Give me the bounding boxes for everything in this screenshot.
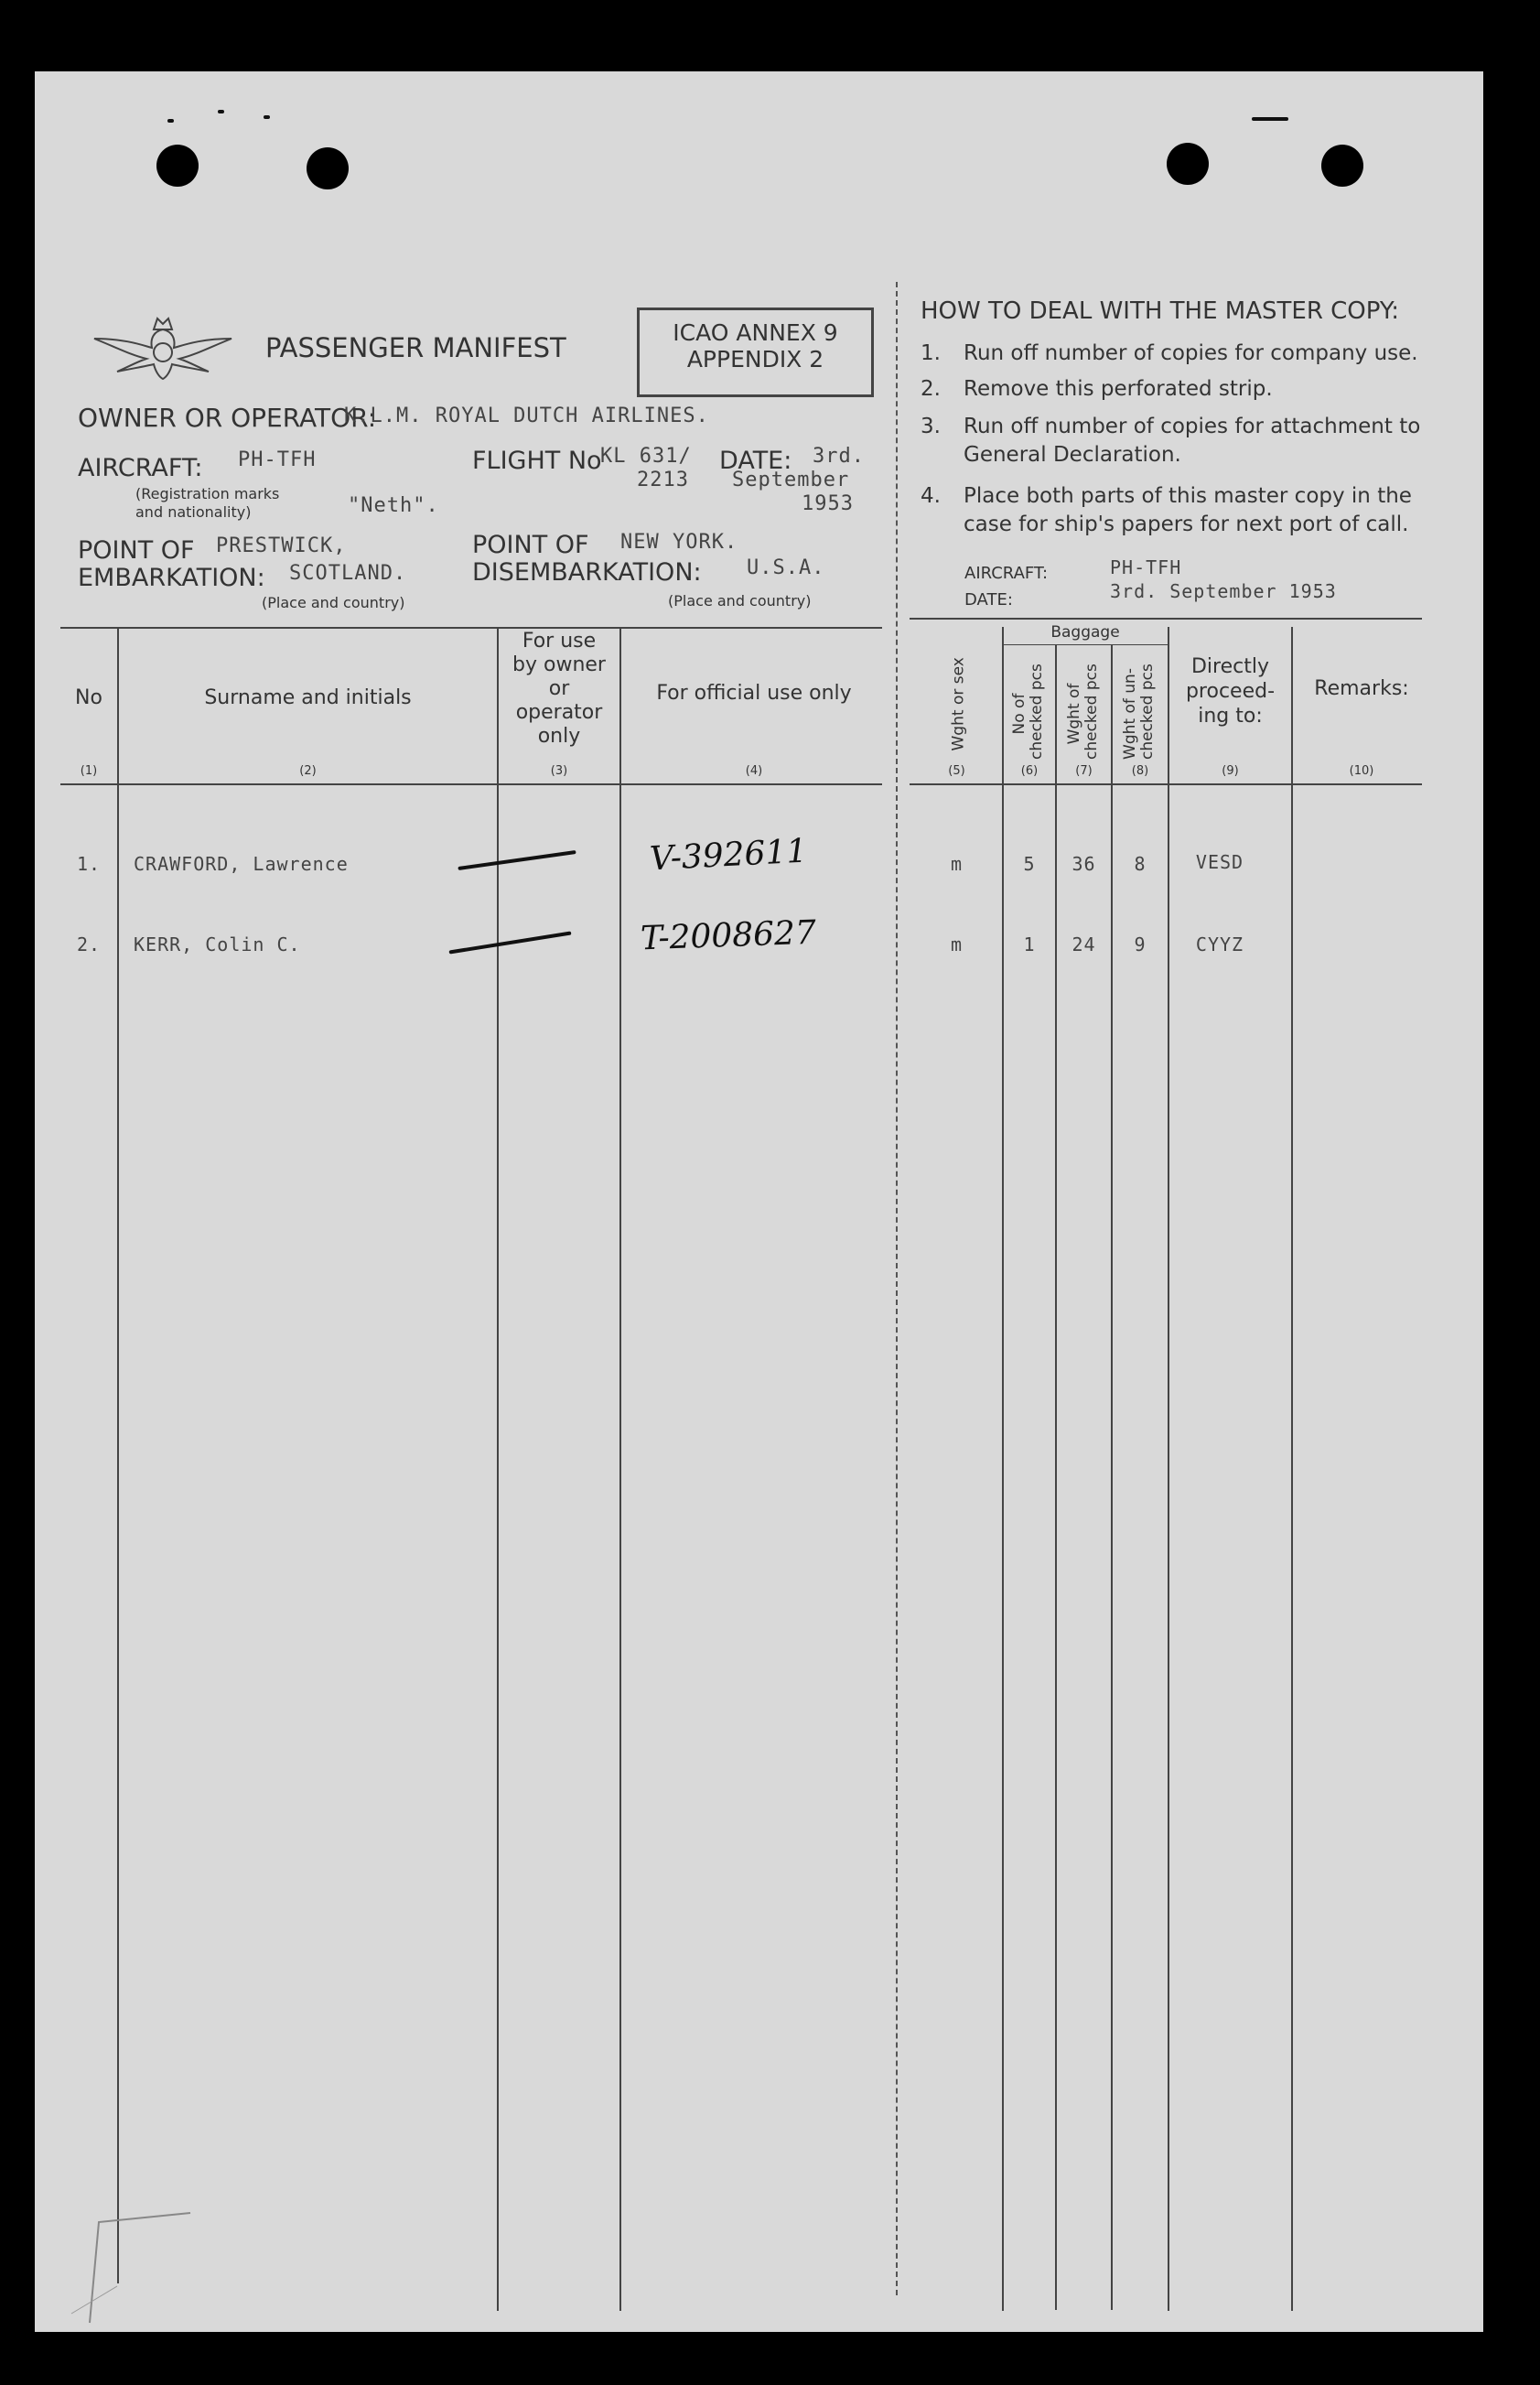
date-value-1: 3rd. bbox=[813, 445, 865, 468]
disembark-value-1: NEW YORK. bbox=[620, 531, 738, 554]
icao-line-2: APPENDIX 2 bbox=[686, 346, 824, 372]
speck bbox=[218, 110, 224, 113]
flight-value-2: 2213 bbox=[637, 469, 689, 491]
speck bbox=[1252, 117, 1288, 121]
col-header-unchecked-wt bbox=[1121, 664, 1157, 760]
speck bbox=[264, 115, 270, 119]
paper-fold bbox=[35, 2204, 401, 2332]
col-number: (3) bbox=[550, 764, 568, 778]
header-line: checked pcs bbox=[1082, 664, 1101, 760]
step-number: 2. bbox=[921, 377, 941, 401]
step-text: case for ship's papers for next port of call. bbox=[964, 513, 1409, 536]
official-number: V-392611 bbox=[649, 832, 809, 879]
icao-box bbox=[637, 308, 874, 397]
checked-weight: 24 bbox=[1072, 933, 1096, 955]
col-divider-7 bbox=[1111, 644, 1113, 2310]
col-header-weight-sex: Wght or sex bbox=[949, 657, 968, 751]
embark-label-1: POINT OF bbox=[78, 536, 195, 565]
aircraft-label: AIRCRAFT: bbox=[78, 454, 203, 482]
master-aircraft-value: PH-TFH bbox=[1110, 556, 1182, 578]
klm-crown-wings-logo bbox=[90, 311, 236, 394]
master-step-4 bbox=[921, 482, 1470, 539]
header-line: No of bbox=[1010, 693, 1028, 735]
step-number: 3. bbox=[921, 415, 941, 438]
aircraft-value: PH-TFH bbox=[238, 448, 317, 471]
punch-hole-left-2 bbox=[307, 147, 349, 189]
aircraft-nationality: "Neth". bbox=[348, 494, 439, 517]
col-number: (5) bbox=[948, 764, 965, 778]
embark-value-1: PRESTWICK, bbox=[216, 534, 347, 557]
master-date-value: 3rd. September 1953 bbox=[1110, 580, 1337, 602]
col-divider-1 bbox=[117, 627, 119, 2283]
icao-line-1: ICAO ANNEX 9 bbox=[673, 319, 838, 346]
date-label: DATE: bbox=[719, 447, 792, 475]
step-text: Run off number of copies for attachment to bbox=[964, 415, 1421, 438]
form-title: PASSENGER MANIFEST bbox=[265, 332, 566, 363]
perforation-line bbox=[896, 282, 898, 2295]
passenger-name: CRAWFORD, Lawrence bbox=[134, 853, 349, 875]
header-line: proceed- bbox=[1185, 680, 1276, 703]
owner-value: K.L.M. ROYAL DUTCH AIRLINES. bbox=[344, 405, 709, 427]
col-divider-2 bbox=[497, 627, 499, 2311]
col-number: (8) bbox=[1131, 764, 1149, 778]
checked-pcs: 5 bbox=[1023, 853, 1036, 875]
master-date-label: DATE: bbox=[964, 590, 1013, 610]
date-value-2: September bbox=[732, 469, 850, 491]
disembark-label-2: DISEMBARKATION: bbox=[472, 558, 702, 587]
checked-weight: 36 bbox=[1072, 853, 1096, 875]
embark-value-2: SCOTLAND. bbox=[289, 562, 407, 585]
step-number: 4. bbox=[921, 484, 941, 508]
col-header-baggage: Baggage bbox=[1050, 623, 1120, 642]
master-step-3 bbox=[921, 413, 1470, 482]
step-text: Place both parts of this master copy in the bbox=[964, 484, 1412, 508]
disembark-note: (Place and country) bbox=[668, 592, 812, 610]
checked-pcs: 1 bbox=[1023, 933, 1036, 955]
table-top-rule-left bbox=[60, 627, 882, 629]
punch-hole-right-2 bbox=[1321, 145, 1363, 187]
embark-label-2: EMBARKATION: bbox=[78, 564, 265, 592]
aircraft-note-1: (Registration marks bbox=[135, 485, 280, 502]
col-header-official: For official use only bbox=[656, 682, 852, 705]
master-aircraft-label: AIRCRAFT: bbox=[964, 564, 1049, 583]
flight-label: FLIGHT No bbox=[472, 447, 602, 475]
header-line: by owner bbox=[512, 653, 606, 676]
master-step-1 bbox=[921, 340, 1470, 375]
punch-hole-right-1 bbox=[1167, 143, 1209, 185]
header-line: checked pcs bbox=[1028, 664, 1046, 760]
official-number: T-2008627 bbox=[640, 913, 817, 958]
flight-value-1: KL 631/ bbox=[600, 445, 692, 468]
step-text: Run off number of copies for company use. bbox=[964, 341, 1418, 365]
header-line: only bbox=[537, 725, 581, 748]
table-header-rule-right bbox=[910, 783, 1422, 785]
master-copy-steps bbox=[921, 340, 1470, 539]
col-header-no: No bbox=[75, 686, 102, 709]
owner-use-dash bbox=[458, 850, 576, 870]
col-divider-6 bbox=[1055, 644, 1057, 2310]
unchecked-weight: 9 bbox=[1134, 933, 1147, 955]
col-number: (9) bbox=[1222, 764, 1239, 778]
manifest-sheet bbox=[35, 71, 1483, 2332]
destination: VESD bbox=[1195, 851, 1244, 873]
table-top-rule-right bbox=[910, 618, 1422, 620]
destination: CYYZ bbox=[1195, 933, 1244, 955]
aircraft-note-2: and nationality) bbox=[135, 503, 252, 521]
col-divider-9 bbox=[1291, 627, 1293, 2311]
step-text-block bbox=[964, 413, 1420, 482]
col-header-checked-pcs bbox=[1010, 664, 1046, 760]
master-copy-heading: HOW TO DEAL WITH THE MASTER COPY: bbox=[921, 297, 1400, 325]
owner-label: OWNER OR OPERATOR: bbox=[78, 403, 377, 433]
header-line: or bbox=[548, 677, 570, 700]
header-line: Directly bbox=[1190, 655, 1269, 678]
row-number: 2. bbox=[76, 933, 102, 955]
col-number: (6) bbox=[1020, 764, 1039, 778]
col-number: (10) bbox=[1349, 764, 1374, 778]
col-number: (2) bbox=[299, 764, 317, 778]
col-header-surname: Surname and initials bbox=[204, 686, 412, 709]
header-line: operator bbox=[515, 701, 603, 724]
header-line: checked pcs bbox=[1138, 664, 1157, 760]
row-number: 1. bbox=[76, 853, 102, 875]
col-header-owner-use bbox=[499, 630, 619, 749]
unchecked-weight: 8 bbox=[1134, 853, 1147, 875]
col-number: (1) bbox=[80, 764, 98, 778]
sex: m bbox=[950, 853, 964, 875]
header-line: Wght of un- bbox=[1121, 668, 1139, 760]
owner-use-dash bbox=[449, 931, 572, 954]
master-step-2 bbox=[921, 375, 1470, 413]
punch-hole-left-1 bbox=[156, 145, 199, 187]
embark-note: (Place and country) bbox=[262, 594, 405, 611]
col-header-checked-wt bbox=[1065, 664, 1101, 760]
col-divider-5 bbox=[1002, 627, 1004, 2311]
sex: m bbox=[950, 933, 964, 955]
baggage-rule bbox=[1003, 644, 1168, 645]
disembark-label-1: POINT OF bbox=[472, 531, 589, 559]
table-header-rule-left bbox=[60, 783, 882, 785]
step-text: General Declaration. bbox=[964, 443, 1181, 467]
col-number: (4) bbox=[745, 764, 763, 778]
header-line: For use bbox=[522, 630, 597, 653]
step-text-block bbox=[964, 482, 1412, 539]
step-text: Remove this perforated strip. bbox=[964, 377, 1273, 401]
col-header-remarks: Remarks: bbox=[1314, 677, 1409, 700]
disembark-value-2: U.S.A. bbox=[747, 556, 825, 579]
col-number: (7) bbox=[1075, 764, 1093, 778]
step-number: 1. bbox=[921, 341, 941, 365]
col-divider-3 bbox=[619, 627, 621, 2311]
col-divider-8 bbox=[1168, 627, 1169, 2311]
header-line: ing to: bbox=[1198, 705, 1263, 728]
passenger-name: KERR, Colin C. bbox=[134, 933, 301, 955]
header-line: Wght of bbox=[1065, 683, 1083, 745]
date-value-3: 1953 bbox=[802, 492, 854, 515]
speck bbox=[167, 119, 174, 123]
col-header-directly bbox=[1169, 654, 1291, 728]
